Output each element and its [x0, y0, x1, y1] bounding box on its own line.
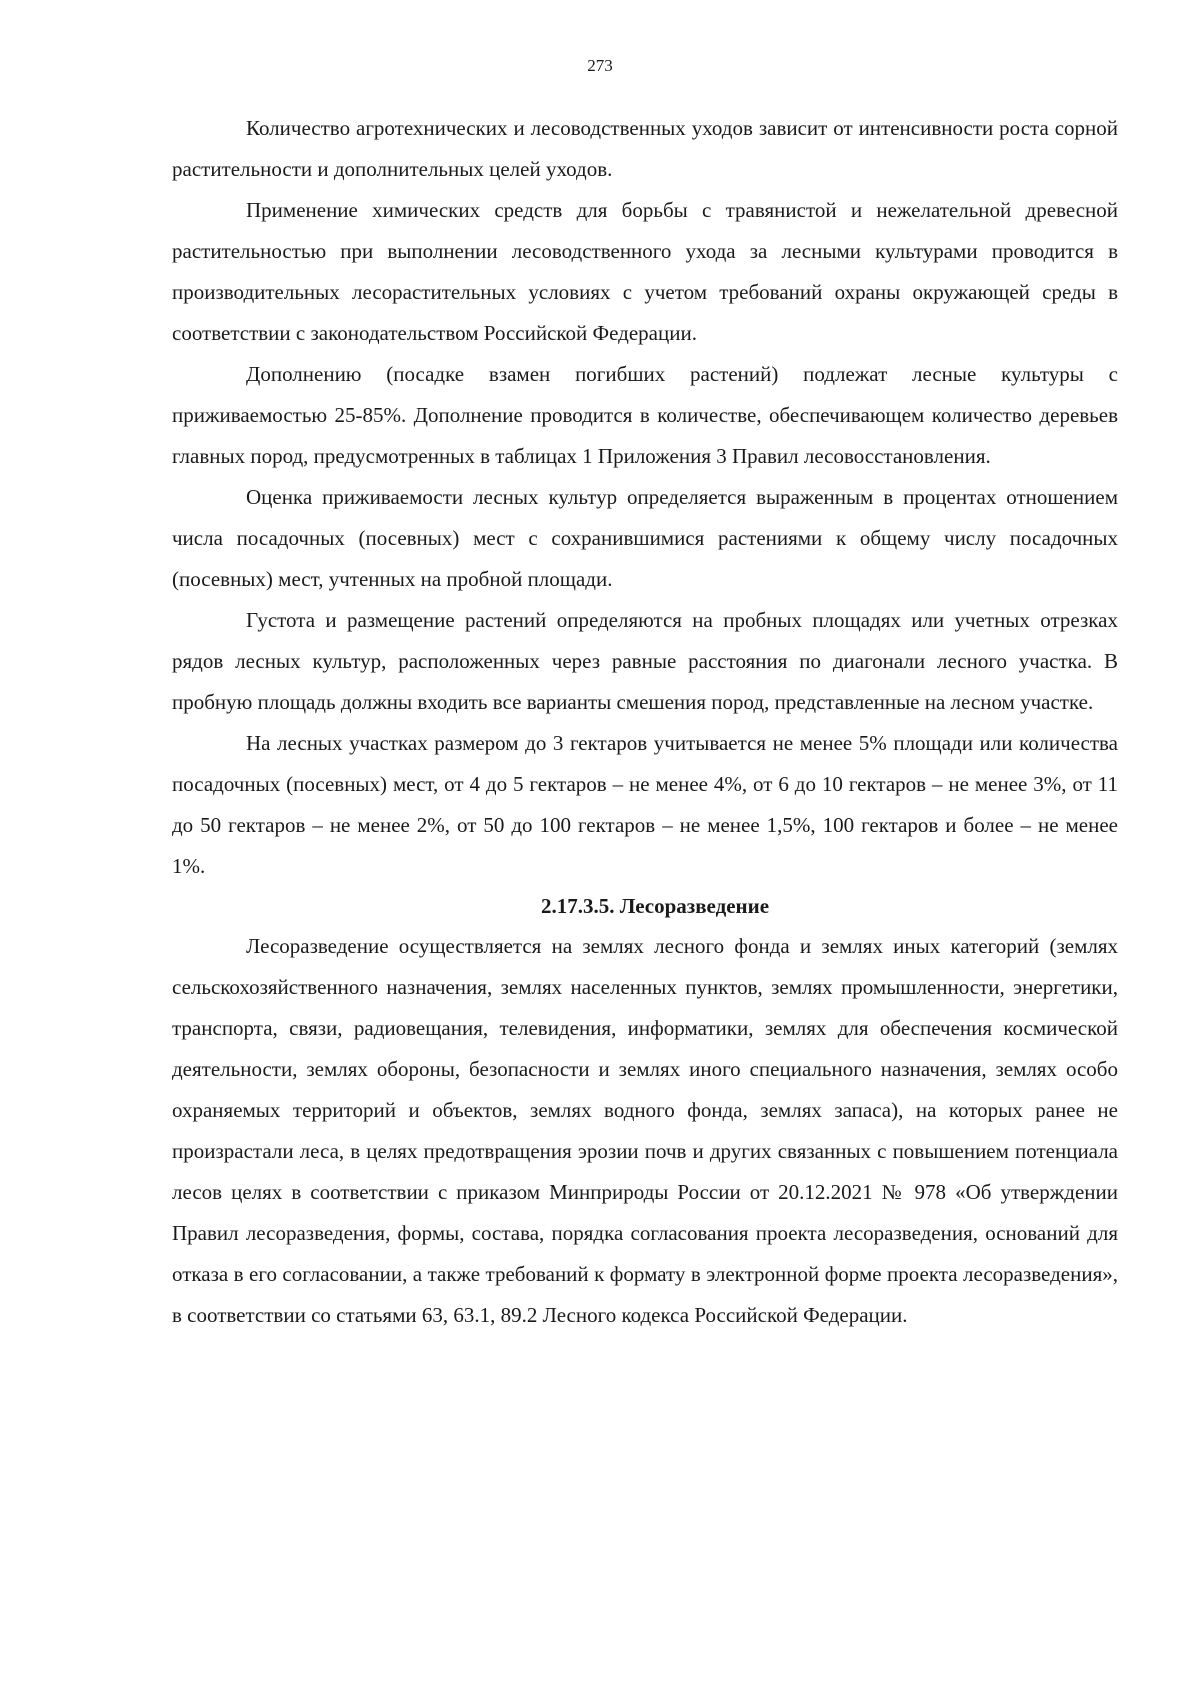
paragraph-chemical-means: Применение химических средств для борьбы с травянистой и нежелательной древесной растительностью при выполнении лесоводственного ухода за лесными культурами проводится в производительных лесорастительных условиях с учетом требований охраны окружающей среды в соответствии с законодательством Российской Федерации.	[172, 198, 1118, 345]
document-body	[172, 108, 1118, 1336]
paragraph-care-count: Количество агротехнических и лесоводственных уходов зависит от интенсивности роста сорной растительности и дополнительных целей уходов.	[172, 116, 1118, 181]
paragraph-afforestation: Лесоразведение осуществляется на землях лесного фонда и землях иных категорий (землях сельскохозяйственного назначения, землях населенных пунктов, землях промышленности, энергетики, транспорта, связи, радиовещания, телевидения, информатики, землях для обеспечения космической деятельности, землях обороны, безопасности и землях иного специального назначения, землях особо охраняемых территорий и объектов, землях водного фонда, землях запаса), на которых ранее не произрастали леса, в целях предотвращения эрозии почв и других связанных с повышением потенциала лесов целях в соответствии с приказом Минприроды России от 20.12.2021 № 978 «Об утверждении Правил лесоразведения, формы, состава, порядка согласования проекта лесоразведения, оснований для отказа в его согласовании, а также требований к формату в электронной форме проекта лесоразведения», в соответствии со статьями 63, 63.1, 89.2 Лесного кодекса Российской Федерации.	[172, 934, 1118, 1327]
paragraph-density-placement: Густота и размещение растений определяются на пробных площадях или учетных отрезках рядов лесных культур, расположенных через равные расстояния по диагонали лесного участка. В пробную площадь должны входить все варианты смешения пород, представленные на лесном участке.	[172, 608, 1118, 714]
paragraph-sample-area-sizes: На лесных участках размером до 3 гектаров учитывается не менее 5% площади или количества посадочных (посевных) мест, от 4 до 5 гектаров – не менее 4%, от 6 до 10 гектаров – не менее 3%, от 11 до 50 гектаров – не менее 2%, от 50 до 100 гектаров – не менее 1,5%, 100 гектаров и более – не менее 1%.	[172, 731, 1118, 878]
paragraph-supplementation: Дополнению (посадке взамен погибших растений) подлежат лесные культуры с приживаемостью 25-85%. Дополнение проводится в количестве, обеспечивающем количество деревьев главных пород, предусмотренных в таблицах 1 Приложения 3 Правил лесовосстановления.	[172, 362, 1118, 468]
paragraph-survival-assessment: Оценка приживаемости лесных культур определяется выраженным в процентах отношением числа посадочных (посевных) мест с сохранившимися растениями к общему числу посадочных (посевных) мест, учтенных на пробной площади.	[172, 485, 1118, 591]
page-number: 273	[587, 56, 613, 75]
section-heading: 2.17.3.5. Лесоразведение	[540, 894, 770, 918]
